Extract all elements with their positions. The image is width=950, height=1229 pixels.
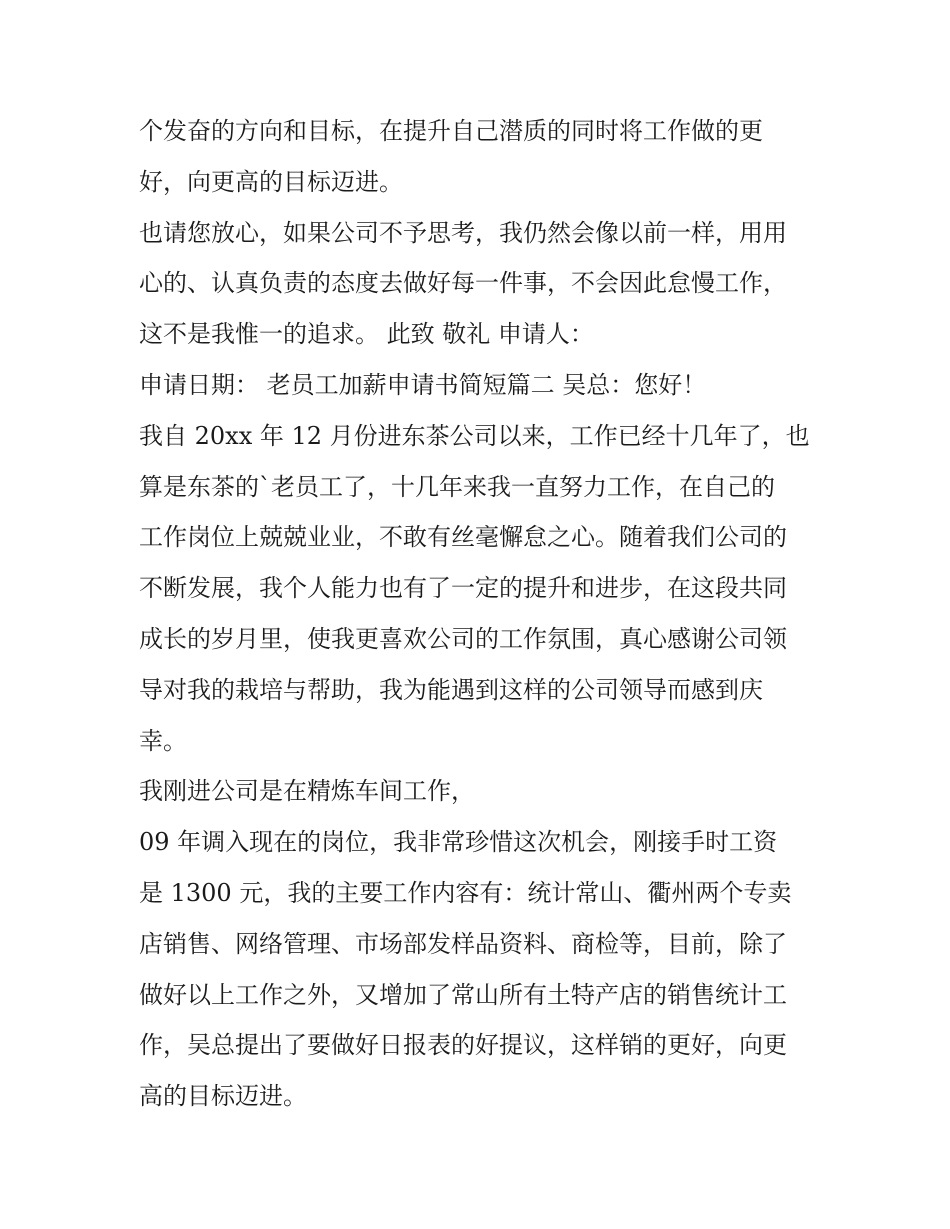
text-line: 好，向更高的目标迈进。 — [139, 167, 403, 196]
text-line: 幸。 — [139, 726, 187, 755]
text-line: 我自 20xx 年 12 月份进东茶公司以来，工作已经十几年了，也 — [139, 421, 810, 450]
text-line: 高的目标迈进。 — [139, 1082, 307, 1111]
text-line: 心的、认真负责的态度去做好每一件事，不会因此怠慢工作， — [139, 269, 787, 298]
text-line: 也请您放心，如果公司不予思考，我仍然会像以前一样，用用 — [139, 218, 787, 247]
text-line: 作，吴总提出了要做好日报表的好提议，这样销的更好，向更 — [139, 1031, 787, 1060]
text-line: 成长的岁月里，使我更喜欢公司的工作氛围，真心感谢公司领 — [139, 624, 787, 653]
text-line: 这不是我惟一的追求。 此致 敬礼 申请人： — [139, 320, 594, 349]
text-line: 导对我的栽培与帮助，我为能遇到这样的公司领导而感到庆 — [139, 675, 763, 704]
text-line: 做好以上工作之外，又增加了常山所有土特产店的销售统计工 — [139, 980, 787, 1009]
text-line: 09 年调入现在的岗位，我非常珍惜这次机会，刚接手时工资 — [139, 828, 778, 857]
text-line: 我刚进公司是在精炼车间工作， — [139, 777, 475, 806]
text-line: 算是东茶的`老员工了，十几年来我一直努力工作，在自己的 — [139, 472, 775, 501]
text-line: 申请日期： 老员工加薪申请书简短篇二 吴总：您好！ — [139, 370, 707, 399]
text-line: 是 1300 元，我的主要工作内容有：统计常山、衢州两个专卖 — [139, 878, 792, 907]
text-line: 店销售、网络管理、市场部发样品资料、商检等，目前，除了 — [139, 929, 787, 958]
text-line: 不断发展，我个人能力也有了一定的提升和进步，在这段共同 — [139, 574, 787, 603]
text-line: 个发奋的方向和目标，在提升自己潜质的同时将工作做的更 — [139, 117, 763, 145]
document-body — [139, 106, 819, 1122]
text-line: 工作岗位上兢兢业业，不敢有丝毫懈怠之心。随着我们公司的 — [139, 523, 787, 552]
